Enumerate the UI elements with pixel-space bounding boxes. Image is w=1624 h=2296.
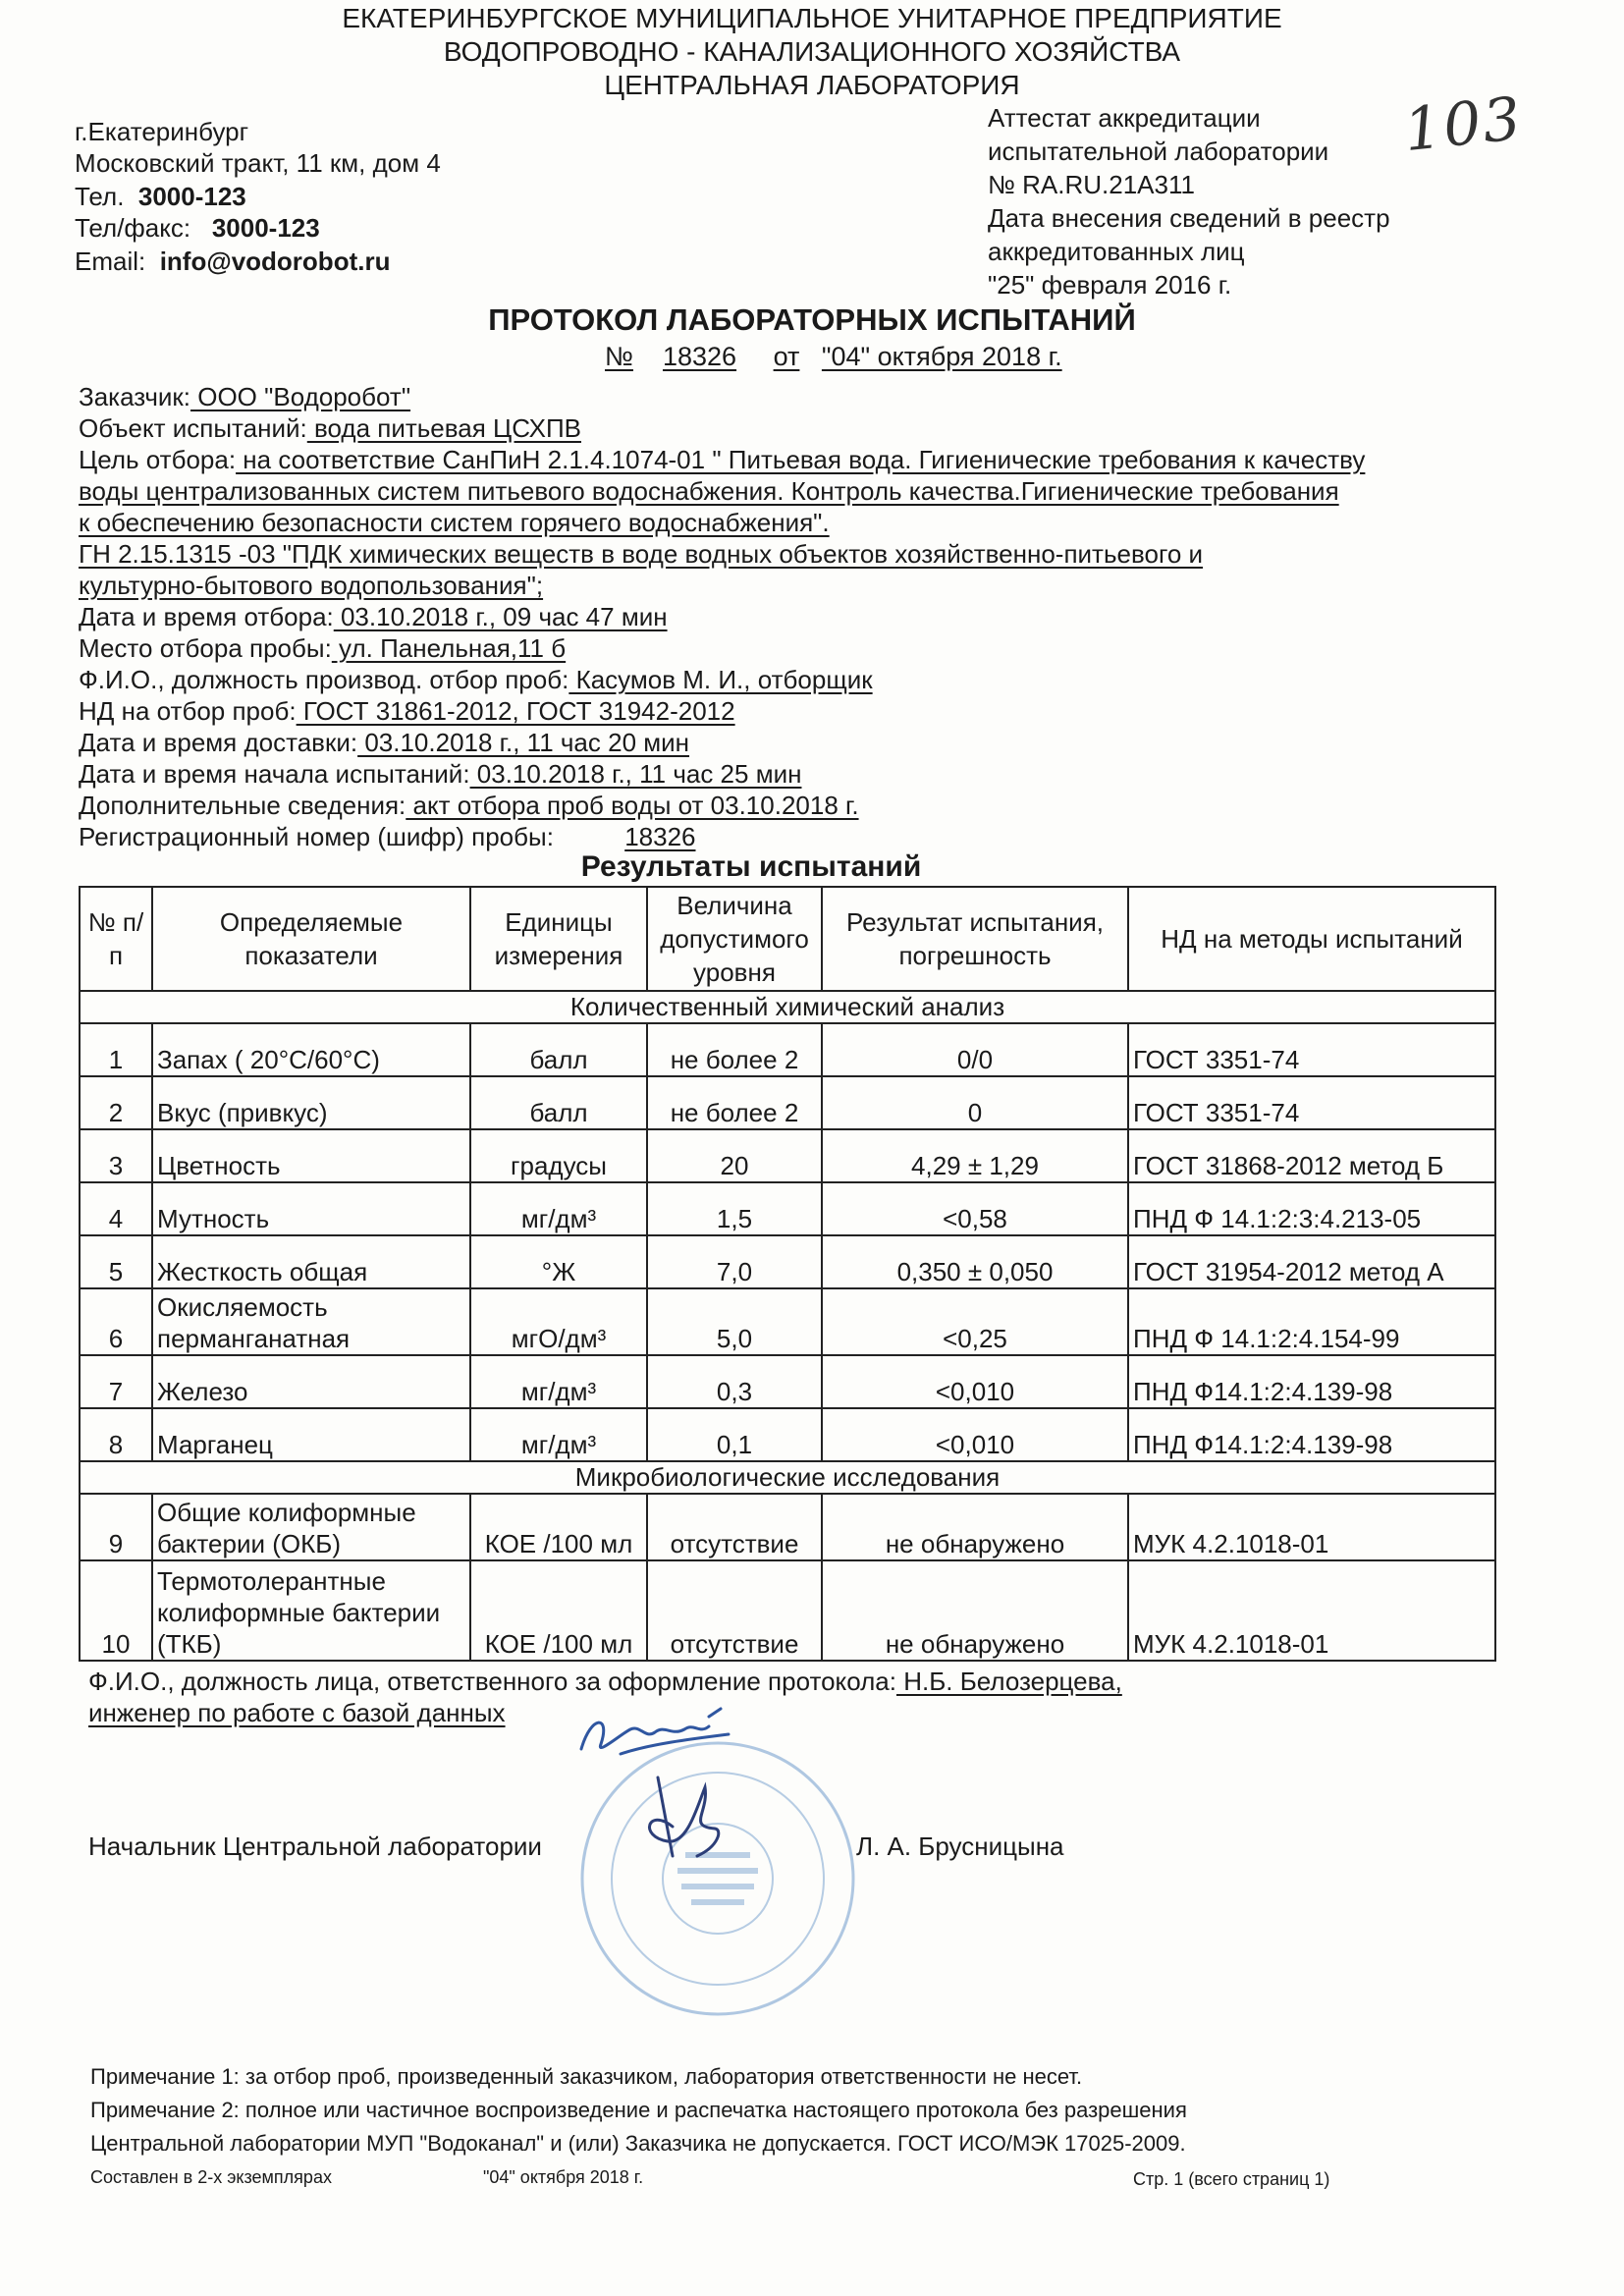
row-method: ГОСТ 31868-2012 метод Б: [1128, 1129, 1495, 1182]
head-title: Начальник Центральной лаборатории: [88, 1831, 542, 1861]
fax: [75, 212, 320, 244]
address: Московский тракт, 11 км, дом 4: [75, 148, 441, 178]
email: [75, 246, 390, 277]
row-method: ПНД Ф 14.1:2:3:4.213-05: [1128, 1182, 1495, 1235]
sample-datetime-label: Дата и время отбора:: [79, 602, 334, 631]
table-row: [80, 1560, 1495, 1661]
reg-number-label: Регистрационный номер (шифр) пробы:: [79, 822, 554, 851]
note-2a: Примечание 2: полное или частичное воспроизведение и распечатка настоящего протокола без разрешения: [90, 2098, 1187, 2122]
goal-value-3: к обеспечению безопасности систем горячего водоснабжения".: [79, 508, 830, 537]
goal-value-5: культурно-бытового водопользования";: [79, 571, 544, 600]
row-result: <0,010: [822, 1355, 1128, 1408]
row-limit: не более 2: [647, 1023, 822, 1076]
nd-value: ГОСТ 31861-2012, ГОСТ 31942-2012: [296, 696, 735, 726]
delivery-label: Дата и время доставки:: [79, 728, 358, 757]
note-1: Примечание 1: за отбор проб, произведенный заказчиком, лаборатория ответственности не несет.: [90, 2064, 1083, 2089]
row-result: 0: [822, 1076, 1128, 1129]
row-num: 1: [80, 1023, 152, 1076]
row-method: ГОСТ 3351-74: [1128, 1076, 1495, 1129]
row-num: 3: [80, 1129, 152, 1182]
row-method: ГОСТ 31954-2012 метод А: [1128, 1235, 1495, 1288]
row-limit: 20: [647, 1129, 822, 1182]
row-indicator: Железо: [152, 1355, 470, 1408]
row-indicator: Марганец: [152, 1408, 470, 1461]
handwritten-page-number: 103: [1400, 83, 1526, 166]
place-line: [79, 632, 566, 664]
delivery-line: [79, 727, 689, 758]
number-sign: №: [605, 342, 633, 371]
row-result: <0,25: [822, 1288, 1128, 1355]
table-row: [80, 1494, 1495, 1560]
row-num: 5: [80, 1235, 152, 1288]
table-row: [80, 1288, 1495, 1355]
object-line: [79, 412, 581, 444]
table-row: [80, 1182, 1495, 1235]
protocol-date: "04" октября 2018 г.: [821, 342, 1062, 371]
row-limit: отсутствие: [647, 1494, 822, 1560]
accr-line1: Аттестат аккредитации: [988, 103, 1261, 133]
fax-value: 3000-123: [211, 213, 320, 243]
row-unit: мг/дм³: [470, 1182, 647, 1235]
test-start-line: [79, 758, 801, 790]
note-2b: Центральной лаборатории МУП "Водоканал" и (или) Заказчика не допускается. ГОСТ ИСО/МЭК 17025-2009.: [90, 2131, 1186, 2156]
row-indicator: Термотолерантные колиформные бактерии (ТКБ): [152, 1560, 470, 1661]
sampler-label: Ф.И.О., должность производ. отбор проб:: [79, 665, 569, 694]
city: г.Екатеринбург: [75, 117, 249, 146]
goal-value-2: воды централизованных систем питьевого водоснабжения. Контроль качества.Гигиенические требования: [79, 476, 1339, 506]
row-result: не обнаружено: [822, 1494, 1128, 1560]
row-result: <0,58: [822, 1182, 1128, 1235]
row-indicator: Общие колиформные бактерии (ОКБ): [152, 1494, 470, 1560]
row-unit: мг/дм³: [470, 1355, 647, 1408]
row-result: 0/0: [822, 1023, 1128, 1076]
customer-value: ООО "Водоробот": [190, 382, 411, 411]
email-value: info@vodorobot.ru: [159, 246, 391, 276]
reg-number-value: 18326: [624, 822, 696, 851]
row-limit: 5,0: [647, 1288, 822, 1355]
sample-datetime-value: 03.10.2018 г., 09 час 47 мин: [333, 602, 668, 631]
row-limit: 0,1: [647, 1408, 822, 1461]
phone: [75, 181, 246, 212]
reg-number-line: [79, 821, 696, 852]
results-title: Результаты испытаний: [580, 850, 922, 883]
place-label: Место отбора пробы:: [79, 633, 332, 663]
col-header-indicator: Определяемые показатели: [152, 887, 470, 991]
row-indicator: Запах ( 20°С/60°С): [152, 1023, 470, 1076]
extra-info-value: акт отбора проб воды от 03.10.2018 г.: [406, 791, 859, 820]
row-unit: балл: [470, 1023, 647, 1076]
row-indicator: Цветность: [152, 1129, 470, 1182]
row-limit: 7,0: [647, 1235, 822, 1288]
goal-line1: [79, 444, 1365, 475]
row-unit: градусы: [470, 1129, 647, 1182]
from-label: от: [773, 342, 800, 371]
protocol-title: ПРОТОКОЛ ЛАБОРАТОРНЫХ ИСПЫТАНИЙ: [488, 302, 1136, 337]
object-label: Объект испытаний:: [79, 413, 307, 443]
section-row-micro: [80, 1461, 1495, 1494]
customer-label: Заказчик:: [79, 382, 191, 411]
col-header-result: Результат испытания, погрешность: [822, 887, 1128, 991]
responsible-name: Н.Б. Белозерцева,: [895, 1667, 1122, 1696]
copies: Составлен в 2-х экземплярах: [90, 2167, 332, 2187]
goal-value-4: ГН 2.15.1315 -03 "ПДК химических веществ в воде водных объектов хозяйственно-питьевого и: [79, 539, 1204, 569]
signature-head: [628, 1768, 736, 1866]
row-method: ПНД Ф 14.1:2:4.154-99: [1128, 1288, 1495, 1355]
protocol-number-line: [605, 342, 1062, 372]
accr-line3: № RA.RU.21A311: [988, 170, 1195, 199]
section-row-chemical: [80, 991, 1495, 1023]
row-unit: КОЕ /100 мл: [470, 1494, 647, 1560]
row-num: 6: [80, 1288, 152, 1355]
row-num: 4: [80, 1182, 152, 1235]
row-limit: 1,5: [647, 1182, 822, 1235]
object-value: вода питьевая ЦСХПВ: [306, 413, 581, 443]
col-header-num: № п/п: [80, 887, 152, 991]
row-result: <0,010: [822, 1408, 1128, 1461]
test-start-label: Дата и время начала испытаний:: [79, 759, 470, 789]
org-name-line3: ЦЕНТРАЛЬНАЯ ЛАБОРАТОРИЯ: [604, 70, 1020, 100]
sample-datetime-line: [79, 601, 668, 632]
row-unit: балл: [470, 1076, 647, 1129]
nd-label: НД на отбор проб:: [79, 696, 297, 726]
place-value: ул. Панельная,11 б: [331, 633, 567, 663]
row-limit: не более 2: [647, 1076, 822, 1129]
row-result: 0,350 ± 0,050: [822, 1235, 1128, 1288]
table-row: [80, 1408, 1495, 1461]
row-num: 8: [80, 1408, 152, 1461]
sampler-line: [79, 664, 873, 695]
copies-date: "04" октября 2018 г.: [483, 2167, 644, 2187]
row-limit: 0,3: [647, 1355, 822, 1408]
table-row: [80, 1023, 1495, 1076]
section-chemical: Количественный химический анализ: [80, 991, 1495, 1023]
row-num: 7: [80, 1355, 152, 1408]
row-unit: мг/дм³: [470, 1408, 647, 1461]
results-table: [79, 886, 1496, 1662]
nd-line: [79, 695, 735, 727]
phone-value: 3000-123: [137, 182, 246, 211]
row-indicator: Жесткость общая: [152, 1235, 470, 1288]
goal-label: Цель отбора:: [79, 445, 237, 474]
phone-label: Тел.: [75, 182, 125, 211]
table-header-row: [80, 887, 1495, 991]
org-name-line1: ЕКАТЕРИНБУРГСКОЕ МУНИЦИПАЛЬНОЕ УНИТАРНОЕ ПРЕДПРИЯТИЕ: [342, 3, 1282, 33]
org-name-line2: ВОДОПРОВОДНО - КАНАЛИЗАЦИОННОГО ХОЗЯЙСТВА: [443, 36, 1181, 67]
table-row: [80, 1129, 1495, 1182]
sampler-value: Касумов М. И., отборщик: [568, 665, 873, 694]
head-name: Л. А. Брусницына: [856, 1831, 1064, 1861]
email-label: Email:: [75, 246, 146, 276]
row-method: ПНД Ф14.1:2:4.139-98: [1128, 1408, 1495, 1461]
row-indicator: Вкус (привкус): [152, 1076, 470, 1129]
section-microbiology: Микробиологические исследования: [80, 1461, 1495, 1494]
row-result: 4,29 ± 1,29: [822, 1129, 1128, 1182]
table-row: [80, 1076, 1495, 1129]
row-num: 10: [80, 1560, 152, 1661]
goal-value-1: на соответствие СанПиН 2.1.4.1074-01 " Питьевая вода. Гигиенические требования к качеству: [236, 445, 1366, 474]
row-num: 9: [80, 1494, 152, 1560]
responsible-label: Ф.И.О., должность лица, ответственного за оформление протокола:: [88, 1667, 896, 1696]
fax-label: Тел/факс:: [75, 213, 191, 243]
row-method: ПНД Ф14.1:2:4.139-98: [1128, 1355, 1495, 1408]
page-count: Стр. 1 (всего страниц 1): [1133, 2169, 1330, 2189]
accr-line4: Дата внесения сведений в реестр: [988, 203, 1390, 233]
delivery-value: 03.10.2018 г., 11 час 20 мин: [357, 728, 690, 757]
customer-line: [79, 381, 410, 412]
row-unit: КОЕ /100 мл: [470, 1560, 647, 1661]
table-row: [80, 1235, 1495, 1288]
row-unit: °Ж: [470, 1235, 647, 1288]
row-num: 2: [80, 1076, 152, 1129]
responsible-position: инженер по работе с базой данных: [88, 1698, 506, 1727]
test-start-value: 03.10.2018 г., 11 час 25 мин: [469, 759, 802, 789]
row-limit: отсутствие: [647, 1560, 822, 1661]
row-result: не обнаружено: [822, 1560, 1128, 1661]
accr-line6: "25" февраля 2016 г.: [988, 270, 1232, 300]
row-unit: мгО/дм³: [470, 1288, 647, 1355]
col-header-method: НД на методы испытаний: [1128, 887, 1495, 991]
responsible-line: [88, 1666, 1122, 1697]
col-header-units: Единицы измерения: [470, 887, 647, 991]
row-indicator: Мутность: [152, 1182, 470, 1235]
row-method: ГОСТ 3351-74: [1128, 1023, 1495, 1076]
row-method: МУК 4.2.1018-01: [1128, 1494, 1495, 1560]
col-header-limit: Величина допустимого уровня: [647, 887, 822, 991]
accr-line5: аккредитованных лиц: [988, 237, 1245, 266]
row-indicator: Окисляемость перманганатная: [152, 1288, 470, 1355]
protocol-number: 18326: [662, 342, 737, 371]
extra-info-line: [79, 790, 859, 821]
row-method: МУК 4.2.1018-01: [1128, 1560, 1495, 1661]
accr-line2: испытательной лаборатории: [988, 137, 1329, 166]
extra-info-label: Дополнительные сведения:: [79, 791, 406, 820]
table-row: [80, 1355, 1495, 1408]
